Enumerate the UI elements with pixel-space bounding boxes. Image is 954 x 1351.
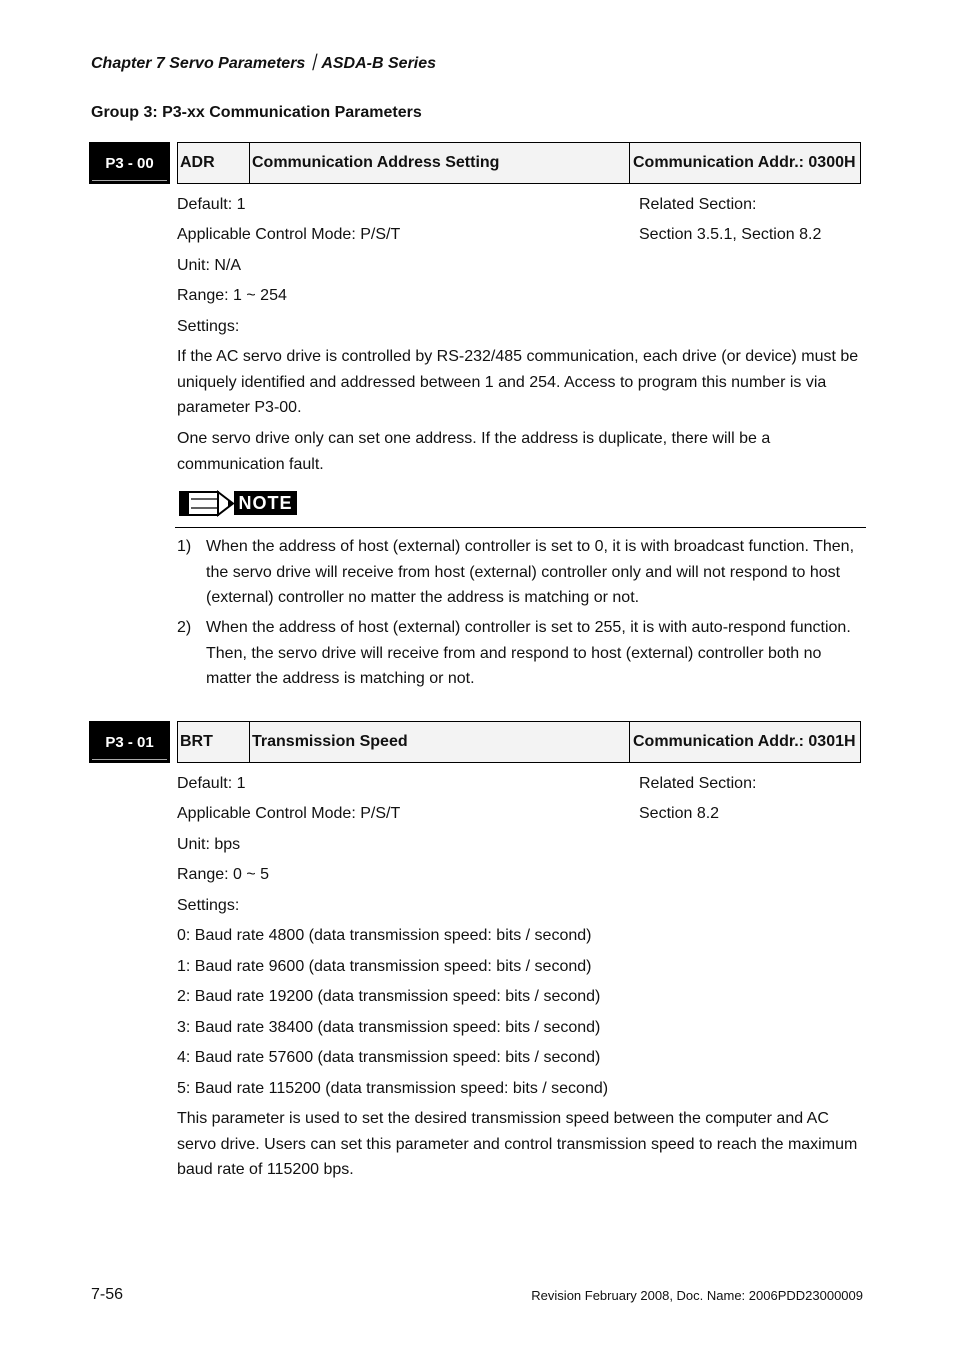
related-section-label: Related Section: xyxy=(639,196,757,213)
param-range: Range: 0 ~ 5 xyxy=(177,866,270,883)
baud-rate-option: 1: Baud rate 9600 (data transmission speed: bits / second) xyxy=(177,958,592,975)
param-info-box xyxy=(177,721,861,763)
settings-paragraph: One servo drive only can set one address. If the address is duplicate, there will be a communication fault. xyxy=(177,430,771,473)
param-abbr: ADR xyxy=(178,143,250,183)
param-comm-addr: Communication Addr.: 0301H xyxy=(633,733,856,750)
param-control-mode: Applicable Control Mode: P/S/T xyxy=(177,805,401,822)
revision-info: Revision February 2008, Doc. Name: 2006PDD23000009 xyxy=(531,1288,863,1303)
param-name: Transmission Speed xyxy=(250,722,630,762)
param-settings-label: Settings: xyxy=(177,897,240,914)
note-label: NOTE xyxy=(234,491,297,515)
page-number: 7-56 xyxy=(91,1286,124,1303)
related-section-value: Section 3.5.1, Section 8.2 xyxy=(639,226,822,243)
param-header-p3-01 xyxy=(89,721,861,763)
related-section-label: Related Section: xyxy=(639,775,757,792)
baud-rate-option: 2: Baud rate 19200 (data transmission speed: bits / second) xyxy=(177,988,601,1005)
settings-paragraph: If the AC servo drive is controlled by RS-232/485 communication, each drive (or device) must be uniquely identified and addressed between 1 and 254. Access to program this number is via parameter P3-00. xyxy=(177,348,859,416)
note-item-number: 1) xyxy=(177,538,192,555)
related-section-value: Section 8.2 xyxy=(639,805,720,822)
param-code: P3 - 00 xyxy=(89,142,170,184)
param-default: Default: 1 xyxy=(177,775,246,792)
settings-paragraph: This parameter is used to set the desired transmission speed between the computer and AC servo drive. Users can set this parameter and control transmission speed to reach the maximum baud rate of 115200 bps. xyxy=(177,1110,858,1178)
param-settings-label: Settings: xyxy=(177,318,240,335)
pencil-icon xyxy=(177,489,235,518)
note-divider xyxy=(175,527,866,528)
baud-rate-option: 3: Baud rate 38400 (data transmission speed: bits / second) xyxy=(177,1019,601,1036)
param-default: Default: 1 xyxy=(177,196,246,213)
note-banner xyxy=(177,489,301,518)
param-unit: Unit: N/A xyxy=(177,257,242,274)
note-item-number: 2) xyxy=(177,619,192,636)
param-code: P3 - 01 xyxy=(89,721,170,763)
baud-rate-option: 5: Baud rate 115200 (data transmission speed: bits / second) xyxy=(177,1080,609,1097)
param-header-p3-00 xyxy=(89,142,861,184)
param-abbr: BRT xyxy=(178,722,250,762)
chapter-header: Chapter 7 Servo Parameters｜ASDA-B Series xyxy=(91,55,437,72)
group-title: Group 3: P3-xx Communication Parameters xyxy=(91,104,422,121)
param-comm-addr: Communication Addr.: 0300H xyxy=(633,154,856,171)
param-range: Range: 1 ~ 254 xyxy=(177,287,287,304)
note-item xyxy=(177,615,865,692)
baud-rate-option: 0: Baud rate 4800 (data transmission speed: bits / second) xyxy=(177,927,592,944)
note-item-text: When the address of host (external) controller is set to 0, it is with broadcast function. Then, the servo drive will receive from host (external) controller only and will not respond to host (external) controller no matter the address is matching or not. xyxy=(206,538,855,606)
param-control-mode: Applicable Control Mode: P/S/T xyxy=(177,226,401,243)
note-item xyxy=(177,534,865,611)
note-item-text: When the address of host (external) controller is set to 255, it is with auto-respond function. Then, the servo drive will receive from and respond to host (external) controller both no matter the address is matching or not. xyxy=(206,619,851,687)
param-unit: Unit: bps xyxy=(177,836,241,853)
baud-rate-option: 4: Baud rate 57600 (data transmission speed: bits / second) xyxy=(177,1049,601,1066)
param-name: Communication Address Setting xyxy=(250,143,630,183)
param-info-box xyxy=(177,142,861,184)
